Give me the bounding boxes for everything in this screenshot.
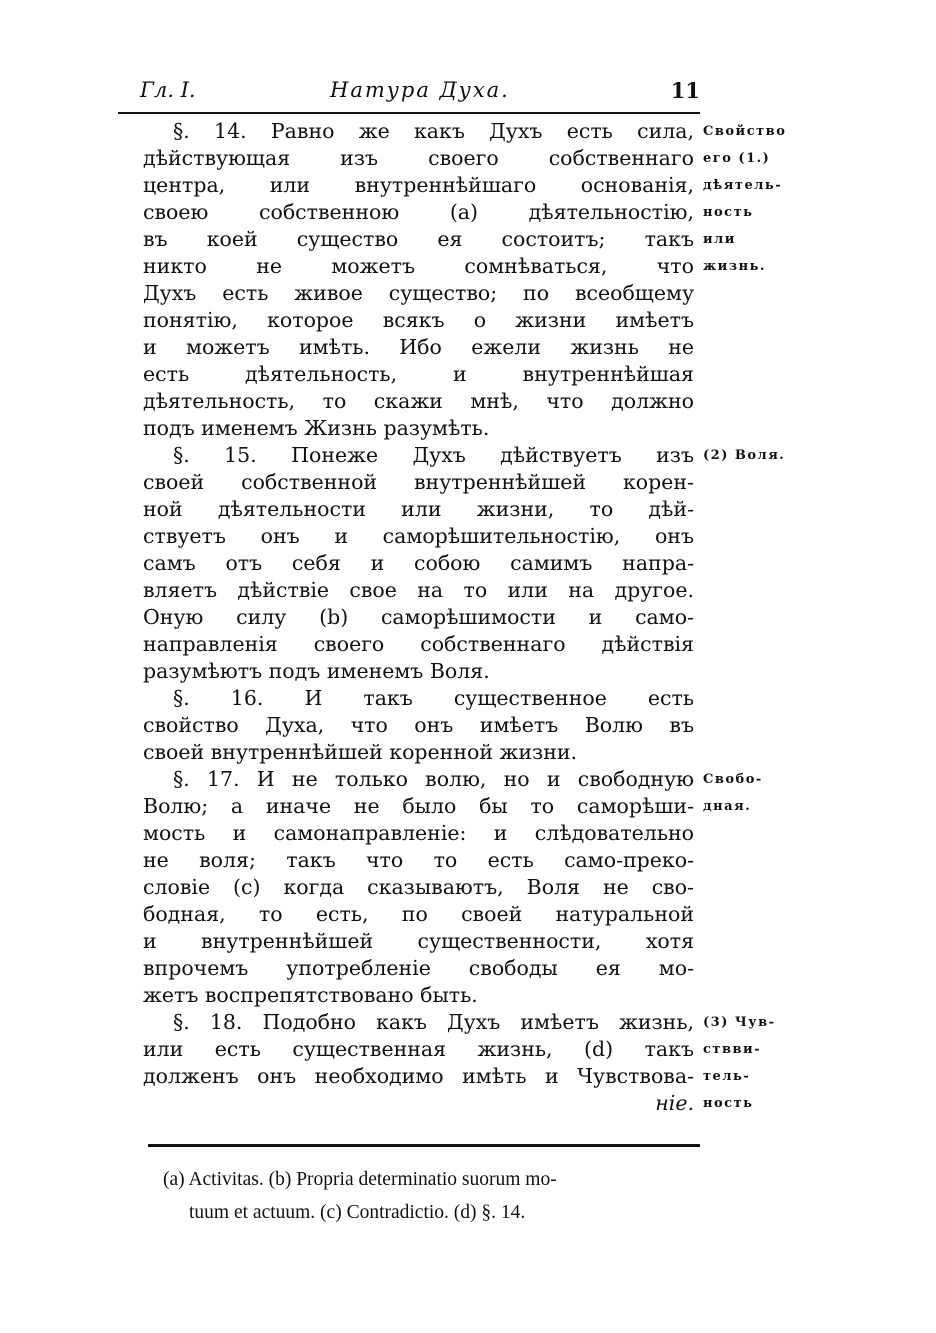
text-line [143, 280, 843, 307]
text-line [143, 496, 843, 523]
line-text: своею собственною (a) дѣятельностію, [143, 200, 694, 224]
line-text: центра, или внутреннѣйшаго основанія, [143, 173, 694, 197]
line-text: ствуетъ онъ и саморѣшительностію, онъ [143, 524, 694, 548]
line-text: или есть существенная жизнь, (d) такъ [143, 1037, 694, 1061]
footnote-line: tuum et actuum. (c) Contradictio. (d) §. 14. [189, 1202, 526, 1223]
marginal-note: Свобо- [703, 772, 763, 787]
marginal-note: ность [703, 205, 754, 220]
line-text: дѣятельность, то скажи мнѣ, что должно [143, 389, 694, 413]
text-line [143, 685, 843, 712]
line-text: ніе. [655, 1091, 694, 1115]
text-line [143, 766, 843, 793]
chapter-label: Гл. I. [140, 78, 196, 102]
marginal-note: (3) Чув- [703, 1015, 776, 1030]
line-text: §. 16. И такъ существенное есть [173, 686, 694, 710]
line-text: Оную силу (b) саморѣшимости и само- [143, 605, 694, 629]
text-line [143, 1036, 843, 1063]
line-text: Волю; а иначе не было бы то саморѣши- [143, 794, 694, 818]
marginal-note: его (1.) [703, 151, 771, 166]
line-text: Духъ есть живое существо; по всеобщему [143, 281, 694, 305]
line-text: жетъ воспрепятствовано быть. [143, 983, 478, 1007]
header-rule [118, 112, 700, 114]
line-text: §. 18. Подобно какъ Духъ имѣетъ жизнь, [173, 1010, 694, 1034]
text-line [143, 253, 843, 280]
text-line [143, 361, 843, 388]
marginal-note: дная. [703, 799, 752, 814]
text-line [143, 469, 843, 496]
text-line [143, 847, 843, 874]
text-line [143, 145, 843, 172]
text-line [143, 982, 843, 1009]
text-line [143, 631, 843, 658]
text-line [143, 901, 843, 928]
text-line [143, 334, 843, 361]
footnotes [163, 1163, 703, 1229]
line-text: не воля; такъ что то есть само-преко- [143, 848, 694, 872]
line-text: §. 15. Понеже Духъ дѣйствуетъ изъ [173, 443, 694, 467]
marginal-note: тель- [703, 1069, 751, 1084]
line-text: свойство Духа, что онъ имѣетъ Волю въ [143, 713, 694, 737]
text-line [143, 442, 843, 469]
line-text: §. 14. Равно же какъ Духъ есть сила, [173, 119, 694, 143]
marginal-note: (2) Воля. [703, 448, 786, 463]
text-line [143, 172, 843, 199]
line-text: подъ именемъ Жизнь разумѣть. [143, 416, 490, 440]
line-text: и можетъ имѣть. Ибо ежели жизнь не [143, 335, 694, 359]
text-line [143, 199, 843, 226]
text-line [143, 1090, 843, 1117]
footnote-rule [148, 1144, 700, 1147]
text-line [143, 523, 843, 550]
text-line [143, 1009, 843, 1036]
line-text: §. 17. И не только волю, но и свободную [173, 767, 694, 791]
text-line [143, 577, 843, 604]
marginal-note: жизнь. [703, 259, 766, 274]
marginal-note: Свойство [703, 124, 787, 139]
line-text: въ коей существо ея состоитъ; такъ [143, 227, 694, 251]
text-line [143, 118, 843, 145]
text-line [143, 415, 843, 442]
marginal-note: ствви- [703, 1042, 762, 1057]
footnote-line: (a) Activitas. (b) Propria determinatio suorum mo- [163, 1169, 557, 1190]
line-text: и внутреннѣйшей существенности, хотя [143, 929, 694, 953]
running-title: Натура Духа. [330, 78, 510, 102]
line-text: своей собственной внутреннѣйшей корен- [143, 470, 694, 494]
text-line [143, 712, 843, 739]
marginal-note: или [703, 232, 736, 247]
line-text: вляетъ дѣйствіе свое на то или на другое. [143, 578, 694, 602]
line-text: своей внутреннѣйшей коренной жизни. [143, 740, 578, 764]
page-number: 11 [670, 78, 700, 103]
text-line [143, 388, 843, 415]
line-text: дѣйствующая изъ своего собственнаго [143, 146, 694, 170]
marginal-note: дѣятель- [703, 178, 783, 193]
text-line [143, 874, 843, 901]
text-line [143, 793, 843, 820]
line-text: направленія своего собственнаго дѣйствія [143, 632, 694, 656]
text-line [143, 307, 843, 334]
text-line [143, 1063, 843, 1090]
text-line [143, 928, 843, 955]
text-line [143, 226, 843, 253]
text-line [143, 739, 843, 766]
main-text [143, 118, 843, 1117]
line-text: впрочемъ употребленіе свободы ея мо- [143, 956, 694, 980]
line-text: мость и самонаправленіе: и слѣдовательно [143, 821, 694, 845]
line-text: разумѣютъ подъ именемъ Воля. [143, 659, 490, 683]
line-text: словіе (c) когда сказываютъ, Воля не сво- [143, 875, 694, 899]
line-text: ной дѣятельности или жизни, то дѣй- [143, 497, 694, 521]
line-text: самъ отъ себя и собою самимъ напра- [143, 551, 694, 575]
text-line [143, 955, 843, 982]
text-line [143, 550, 843, 577]
running-header [140, 78, 700, 112]
line-text: бодная, то есть, по своей натуральной [143, 902, 694, 926]
text-line [143, 604, 843, 631]
line-text: долженъ онъ необходимо имѣть и Чувствова- [143, 1064, 694, 1088]
marginal-note: ность [703, 1096, 754, 1111]
text-line [143, 820, 843, 847]
line-text: никто не можетъ сомнѣваться, что [143, 254, 694, 278]
text-line [143, 658, 843, 685]
line-text: понятію, которое всякъ о жизни имѣетъ [143, 308, 694, 332]
line-text: есть дѣятельность, и внутреннѣйшая [143, 362, 694, 386]
